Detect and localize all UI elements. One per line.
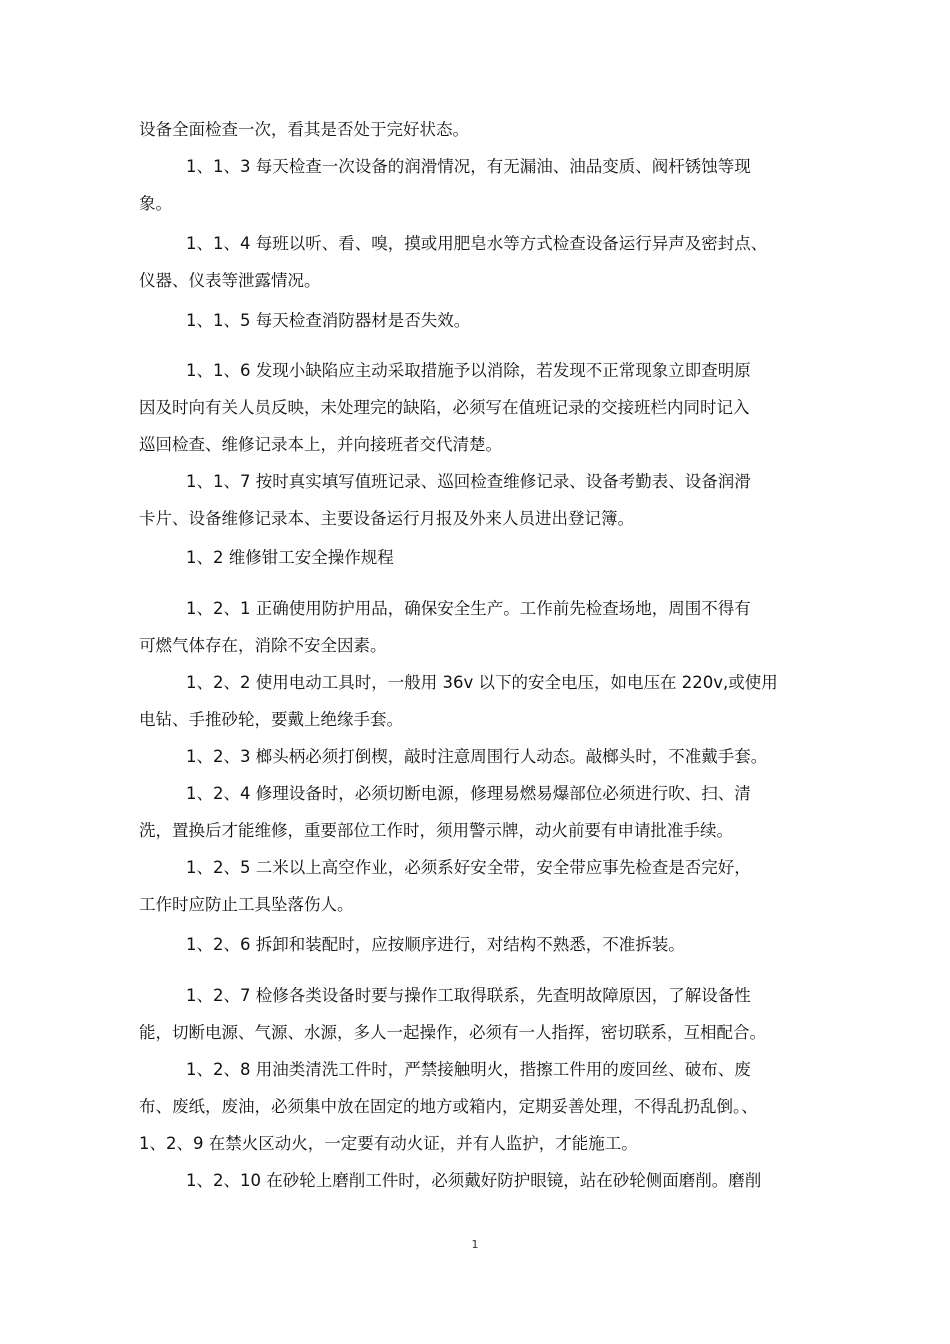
paragraph — [139, 352, 829, 463]
text-line: 1、2、7 检修各类设备时要与操作工取得联系，先查明故障原因，了解设备性 — [186, 986, 751, 1005]
text-line: 1、1、7 按时真实填写值班记录、巡回检查维修记录、设备考勤表、设备润滑 — [186, 472, 751, 491]
text-line: 1、2、9 在禁火区动火，一定要有动火证，并有人监护，才能施工。 — [139, 1134, 638, 1153]
page-number: 1 — [471, 1238, 479, 1251]
text-line: 工作时应防止工具坠落伤人。 — [139, 895, 354, 914]
text-line: 1、2、8 用油类清洗工件时，严禁接触明火，揩擦工件用的废回丝、破布、废 — [186, 1060, 751, 1079]
text-line: 洗，置换后才能维修，重要部位工作时，须用警示牌，动火前要有申请批准手续。 — [139, 821, 733, 840]
text-line: 1、2、2 使用电动工具时，一般用 36v 以下的安全电压，如电压在 220v,或使用 — [186, 673, 778, 692]
paragraph — [139, 1051, 829, 1125]
text-line: 1、2、10 在砂轮上磨削工件时，必须戴好防护眼镜，站在砂轮侧面磨削。磨削 — [186, 1171, 762, 1190]
text-line: 因及时向有关人员反映，未处理完的缺陷，必须写在值班记录的交接班栏内同时记入 — [139, 398, 750, 417]
text-line: 卡片、设备维修记录本、主要设备运行月报及外来人员进出登记簿。 — [139, 509, 634, 528]
text-line: 能，切断电源、气源、水源，多人一起操作，必须有一人指挥，密切联系，互相配合。 — [139, 1023, 766, 1042]
text-line: 1、2、1 正确使用防护用品，确保安全生产。工作前先检查场地，周围不得有 — [186, 599, 751, 618]
paragraph — [139, 738, 829, 775]
paragraph — [139, 463, 829, 537]
paragraph — [139, 590, 829, 664]
section-heading — [139, 539, 829, 576]
text-line: 1、2、3 榔头柄必须打倒楔，敲时注意周围行人动态。敲榔头时，不准戴手套。 — [186, 747, 768, 766]
paragraph — [139, 849, 829, 923]
text-line: 巡回检查、维修记录本上，并向接班者交代清楚。 — [139, 435, 502, 454]
paragraph — [139, 148, 829, 222]
paragraph — [139, 111, 829, 148]
text-line: 1、2、5 二米以上高空作业，必须系好安全带，安全带应事先检查是否完好， — [186, 858, 751, 877]
text-line: 可燃气体存在，消除不安全因素。 — [139, 636, 387, 655]
paragraph — [139, 977, 829, 1051]
paragraph — [139, 1125, 829, 1162]
paragraph — [139, 1162, 829, 1199]
text-line: 象。 — [139, 194, 172, 213]
text-line: 1、2、4 修理设备时，必须切断电源，修理易燃易爆部位必须进行吹、扫、清 — [186, 784, 751, 803]
paragraph — [139, 664, 829, 738]
text-line: 布、废纸，废油，必须集中放在固定的地方或箱内，定期妥善处理，不得乱扔乱倒。、 — [139, 1097, 758, 1116]
text-line: 1、2、6 拆卸和装配时，应按顺序进行，对结构不熟悉，不准拆装。 — [186, 935, 685, 954]
text-line: 设备全面检查一次，看其是否处于完好状态。 — [139, 120, 469, 139]
text-line: 1、1、4 每班以听、看、嗅，摸或用肥皂水等方式检查设备运行异声及密封点、 — [186, 234, 768, 253]
text-line: 1、1、5 每天检查消防器材是否失效。 — [186, 311, 471, 330]
text-line: 1、1、3 每天检查一次设备的润滑情况，有无漏油、油品变质、阀杆锈蚀等现 — [186, 157, 751, 176]
paragraph — [139, 225, 829, 299]
document-body — [139, 111, 829, 1199]
text-line: 1、2 维修钳工安全操作规程 — [186, 548, 394, 567]
text-line: 电钻、手推砂轮，要戴上绝缘手套。 — [139, 710, 403, 729]
paragraph — [139, 926, 829, 963]
text-line: 1、1、6 发现小缺陷应主动采取措施予以消除，若发现不正常现象立即查明原 — [186, 361, 751, 380]
paragraph — [139, 775, 829, 849]
text-line: 仪器、仪表等泄露情况。 — [139, 271, 321, 290]
paragraph — [139, 302, 829, 339]
